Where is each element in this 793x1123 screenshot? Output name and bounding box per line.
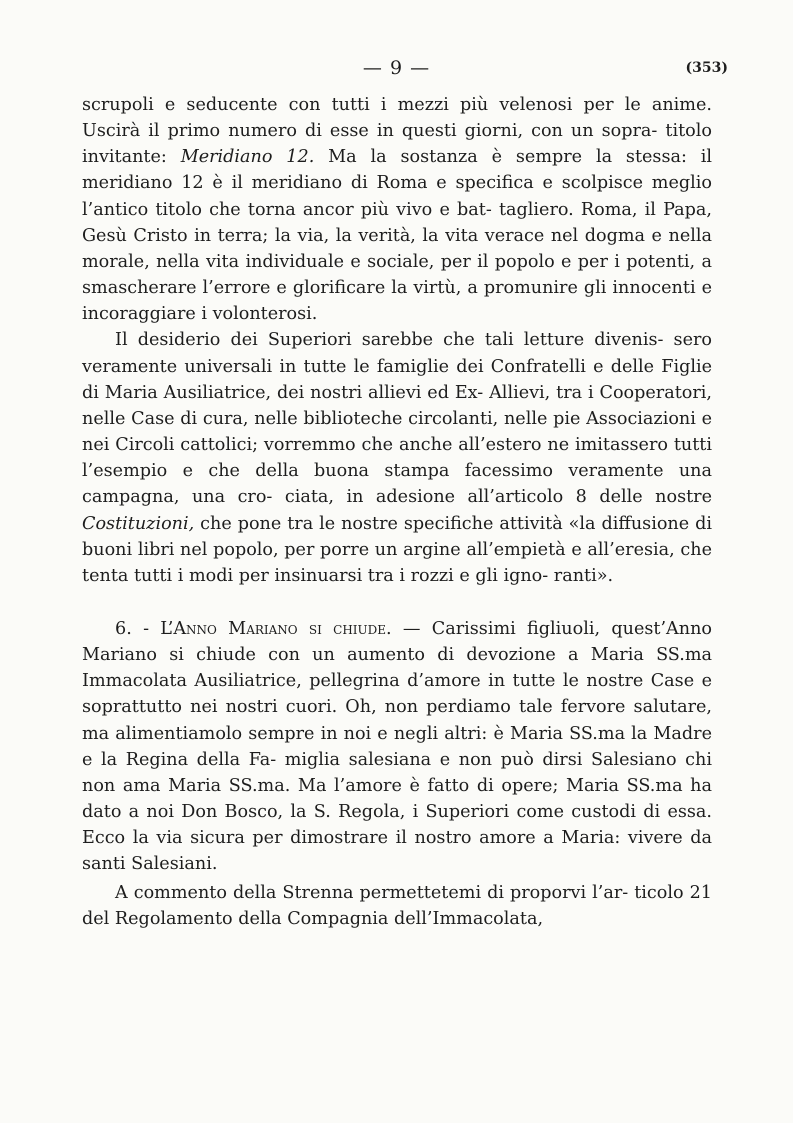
text-run: Ma la sostanza è sempre la stessa: il meridiano 12 è il meridiano di Roma e specifica e scolpisce meglio l’antico titolo che torna ancor più vivo e bat- tagliero. Roma, il Papa, Gesù Cristo in terra; la via, la verità, la vita verace nel dogma e nella morale, nella vita individuale e sociale, per il popolo e per i potenti, a smascherare l’errore e glorificare la virtù, a promunire gli innocenti e incoraggiare i volonterosi.	[82, 147, 713, 325]
section-spacer	[82, 589, 712, 616]
text-run: scrupoli e seducente con tutti i mezzi più velenosi per le anime. Uscirà il primo numero di esse in questi giorni, con un sopra- titolo invitante:	[82, 95, 712, 168]
section-heading: L’Anno Mariano si chiude.	[160, 618, 392, 639]
body-text	[82, 92, 712, 932]
text-run: a Maria SS.ma Immacolata Ausiliatrice, pellegrina d’amore in tutte le nostre Case e soprattutto nei nostri cuori. Oh, non perdiamo tale fervore salutare, ma alimentiamolo sempre in noi e negli altri: è Maria SS.ma la Madre e la Regina della Fa- miglia salesiana e non può dirsi Salesiano chi non ama Maria SS.ma. Ma l’amore è fatto di opere; Maria SS.ma ha dato a noi Don Bosco, la S. Regola, i Superiori come custodi di essa. Ecco la via sicura per dimostrare il nostro amore a Maria: vivere da santi Salesiani.	[82, 645, 712, 875]
text-run: — Carissimi figliuoli, quest’Anno Mariano si chiude con un aumento di devozione	[82, 618, 713, 666]
text-run: A commento della Strenna permettetemi di proporvi l’ar- ticolo 21 del Regolamento della Compagnia dell’Immacolata,	[82, 882, 712, 929]
page-number: — 9 —	[362, 57, 431, 79]
folio-number: (353)	[685, 60, 728, 76]
italic-title: Meridiano 12.	[180, 147, 315, 168]
section-number: 6. -	[115, 618, 161, 639]
text-run: che pone tra le nostre specifiche attività «la diffusione di buoni libri nel popolo, per porre un argine all’empietà e all’eresia, che tenta tutti i modi per insinuarsi tra i rozzi e gli igno- ranti».	[82, 513, 712, 586]
paragraph-1	[82, 92, 712, 327]
paragraph-3	[82, 616, 712, 878]
paragraph-4	[82, 880, 712, 932]
text-run: Il desiderio dei Superiori sarebbe che tali letture divenis- sero veramente universali in tutte le famiglie dei Confratelli e delle Figlie di Maria Ausiliatrice, dei nostri allievi ed Ex- Allievi, tra i Cooperatori, nelle Case di cura, nelle biblioteche circolanti, nelle pie Associazioni e nei Circoli cattolici; vorremmo che anche all’estero ne imitassero tutti l’esempio e che della buona stampa facessimo veramente una campagna, una cro- ciata, in adesione all’articolo 8 delle nostre	[82, 330, 712, 508]
italic-title: Costituzioni,	[82, 513, 195, 534]
paragraph-2	[82, 327, 712, 589]
